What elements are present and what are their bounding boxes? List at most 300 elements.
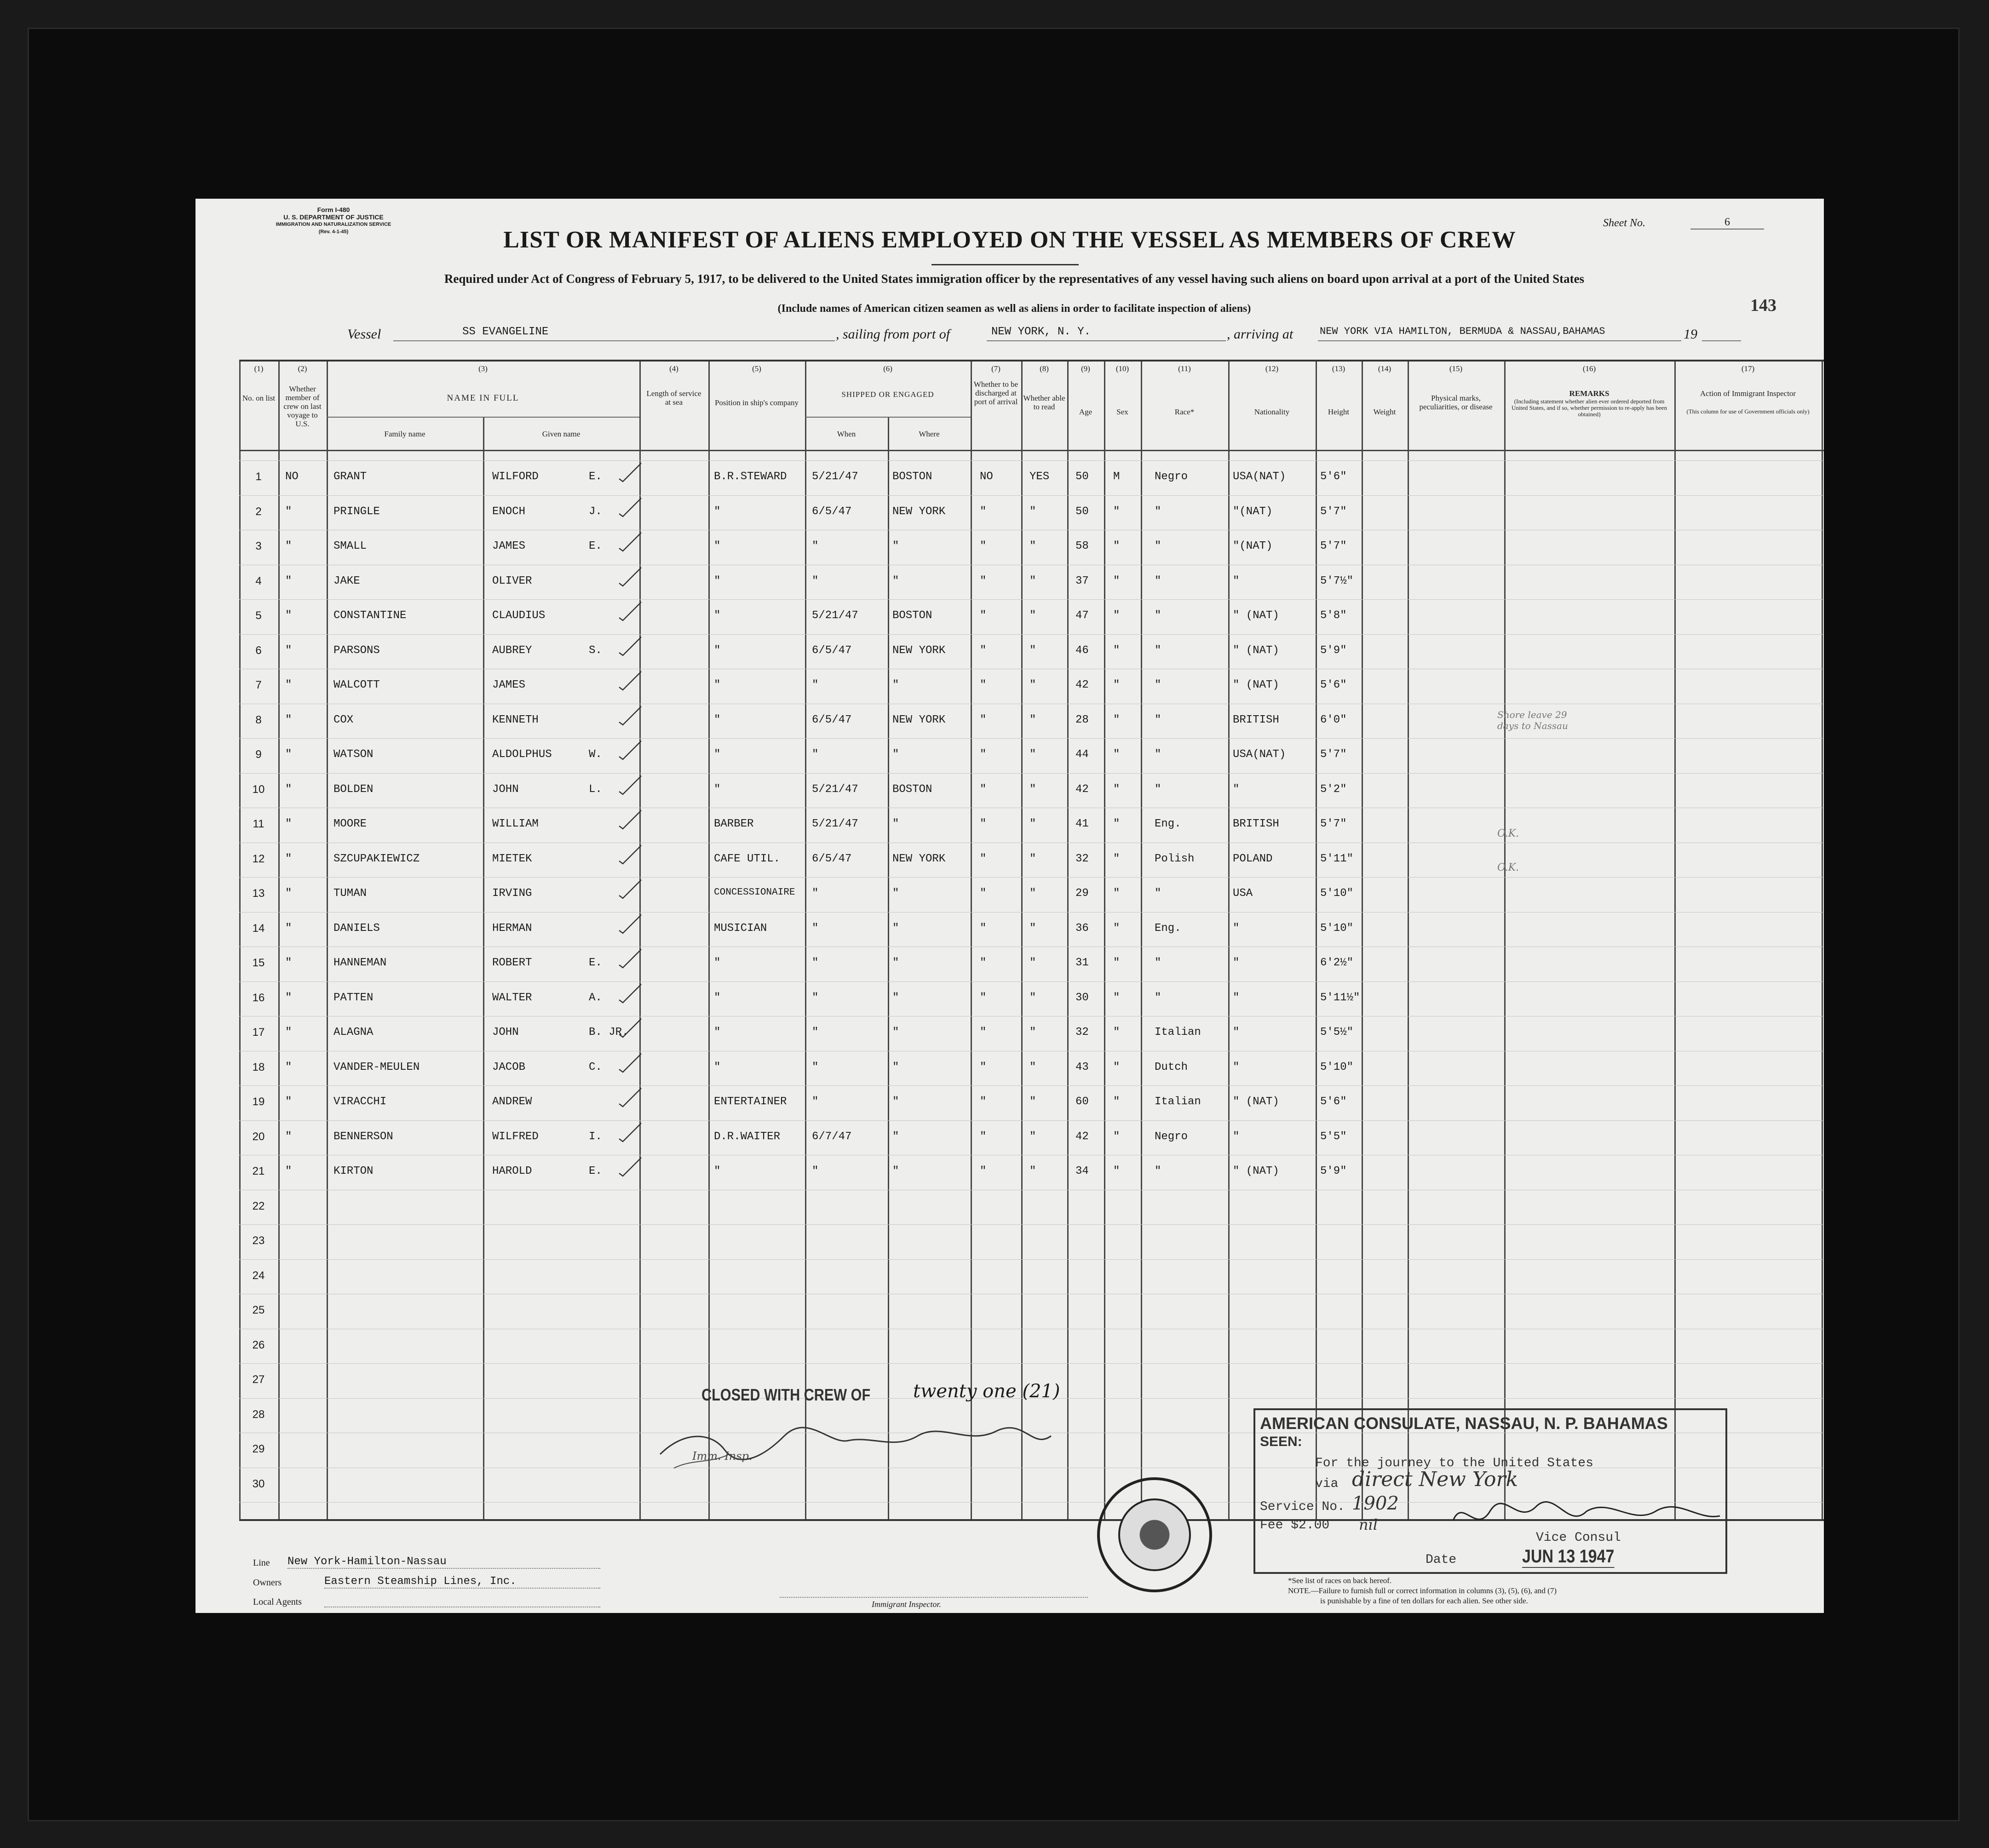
able-to-read: YES [1029,471,1050,483]
owners-value: Eastern Steamship Lines, Inc. [324,1575,600,1589]
note-fine-cont: is punishable by a fine of ten dollars for each alien. See other side. [1320,1596,1528,1605]
age: 42 [1075,783,1089,796]
consulate-date: JUN 13 1947 [1522,1546,1614,1568]
ruled-line [239,460,1824,461]
able-to-read: " [1029,679,1036,691]
race: " [1155,748,1161,761]
row-number: 21 [252,1165,265,1177]
prev-voyage: " [285,1165,292,1177]
header-action-note: (This column for use of Government officials only) [1686,408,1810,415]
position: ENTERTAINER [714,1096,787,1108]
race: " [1155,505,1161,518]
prev-voyage: " [285,748,292,761]
discharged: " [980,922,987,935]
check-mark-icon [616,1156,644,1178]
discharged: " [980,887,987,900]
closed-count-handwritten: twenty one (21) [913,1381,1060,1402]
race: Eng. [1155,922,1181,935]
given-name: WILFRED [492,1130,539,1143]
inspector-signature [655,1418,1060,1473]
row-number: 27 [252,1373,265,1386]
col-num: (3) [478,364,488,373]
family-name: COX [333,713,354,726]
row-number: 26 [252,1338,265,1351]
race: " [1155,574,1161,587]
shipped-where: BOSTON [892,471,932,483]
consulate-name: AMERICAN CONSULATE, NASSAU, N. P. BAHAMAS [1260,1414,1668,1433]
age: 36 [1075,922,1089,935]
height: 5'10" [1320,922,1354,935]
shipped-when: " [812,957,819,969]
height: 5'11½" [1320,991,1360,1004]
row-number: 30 [252,1477,265,1490]
position: " [714,505,721,518]
shipped-when: " [812,1096,819,1108]
sailing-label: , sailing from port of [836,327,950,342]
ruled-line [239,981,1824,982]
header-height: Height [1328,407,1350,416]
check-mark-icon [616,496,644,518]
col-num: (1) [254,364,264,373]
sex: " [1113,1096,1120,1108]
row-number: 29 [252,1443,265,1455]
shipped-where: " [892,887,899,900]
height: 5'6" [1320,1096,1347,1108]
family-name: DANIELS [333,922,380,935]
position: CAFE UTIL. [714,852,781,865]
given-name: JACOB [492,1061,526,1073]
title-divider [931,264,1079,265]
family-name: SMALL [333,540,367,552]
race: " [1155,957,1161,969]
service-number: 1902 [1352,1493,1399,1514]
col-num: (8) [1040,364,1049,373]
ruled-line [239,912,1824,913]
shipped-when: " [812,1165,819,1177]
discharged: " [980,713,987,726]
given-name: JOHN [492,1026,519,1039]
sailing-from: NEW YORK, N. Y. [987,326,1226,341]
subtitle-note: (Include names of American citizen seamen as well as aliens in order to facilitate inspection of aliens) [777,303,1251,315]
able-to-read: " [1029,1026,1036,1039]
discharged: " [980,748,987,761]
age: 42 [1075,679,1089,691]
prev-voyage: " [285,574,292,587]
height: 5'9" [1320,644,1347,657]
department: U. S. DEPARTMENT OF JUSTICE [283,213,384,221]
age: 46 [1075,644,1089,657]
shipped-when: 6/7/47 [812,1130,852,1143]
sex: " [1113,852,1120,865]
prev-voyage: " [285,1130,292,1143]
family-name: CONSTANTINE [333,609,407,622]
col-num: (7) [991,364,1000,373]
check-mark-icon [616,461,644,483]
vice-consul-label: Vice Consul [1536,1531,1621,1545]
shipped-when: " [812,574,819,587]
nationality: " (NAT) [1233,609,1279,622]
initial: E. [589,471,602,483]
crew-table [239,360,1824,1521]
shipped-when: " [812,1026,819,1039]
able-to-read: " [1029,852,1036,865]
ruled-line [239,773,1824,774]
discharged: " [980,957,987,969]
race: Italian [1155,1096,1201,1108]
age: 28 [1075,713,1089,726]
initial: S. [589,644,602,657]
nationality: " [1233,991,1240,1004]
discharged: " [980,852,987,865]
shipped-where: " [892,922,899,935]
height: 5'5" [1320,1130,1347,1143]
check-mark-icon [616,635,644,657]
ruled-line [239,1120,1824,1121]
col-num: (12) [1265,364,1279,373]
able-to-read: " [1029,957,1036,969]
nationality: "(NAT) [1233,540,1273,552]
position: " [714,644,721,657]
service: IMMIGRATION AND NATURALIZATION SERVICE [276,222,391,227]
discharged: " [980,609,987,622]
col-num: (2) [298,364,307,373]
row-number: 10 [252,783,265,796]
prev-voyage: " [285,783,292,796]
header-read: Whether able to read [1023,394,1065,411]
check-mark-icon [616,809,644,831]
family-name: SZCUPAKIEWICZ [333,852,420,865]
prev-voyage: " [285,1061,292,1073]
shipped-where: " [892,1026,899,1039]
ruled-line [239,1259,1824,1260]
check-mark-icon [616,1121,644,1143]
sex: " [1113,1130,1120,1143]
race: " [1155,540,1161,552]
note-fine: NOTE.—Failure to furnish full or correct information in columns (3), (5), (6), and (7) [1288,1586,1557,1595]
sheet-number: 6 [1690,216,1764,230]
row-number: 6 [255,644,262,657]
sex: " [1113,783,1120,796]
nationality: USA(NAT) [1233,748,1286,761]
shipped-when: 5/21/47 [812,471,858,483]
initial: J. [589,505,602,518]
arriving-label: , arriving at [1227,327,1293,342]
family-name: HANNEMAN [333,957,387,969]
race: " [1155,887,1161,900]
shipped-where: NEW YORK [892,644,946,657]
prev-voyage: " [285,991,292,1004]
initial: E. [589,540,602,552]
nationality: " [1233,1026,1240,1039]
initial: I. [589,1130,602,1143]
consulate-seen: SEEN: [1260,1434,1302,1449]
nationality: "(NAT) [1233,505,1273,518]
sex: " [1113,991,1120,1004]
age: 58 [1075,540,1089,552]
nationality: BRITISH [1233,818,1279,830]
race: Polish [1155,852,1195,865]
row-number: 19 [252,1096,265,1108]
height: 5'11" [1320,852,1354,865]
local-agents-label: Local Agents [253,1597,302,1607]
shipped-when: " [812,748,819,761]
position: D.R.WAITER [714,1130,781,1143]
sex: " [1113,748,1120,761]
family-name: BENNERSON [333,1130,393,1143]
race: " [1155,609,1161,622]
discharged: NO [980,471,993,483]
nationality: " [1233,1061,1240,1073]
race: Eng. [1155,818,1181,830]
row-number: 9 [255,748,262,761]
family-name: BOLDEN [333,783,374,796]
shipped-when: 6/5/47 [812,713,852,726]
height: 5'8" [1320,609,1347,622]
position: " [714,1026,721,1039]
discharged: " [980,991,987,1004]
height: 5'9" [1320,1165,1347,1177]
row-number: 24 [252,1269,265,1282]
header-prev-voyage: Whether member of crew on last voyage to U.S. [283,385,322,428]
check-mark-icon [616,566,644,588]
height: 6'0" [1320,713,1347,726]
height: 5'7" [1320,818,1347,830]
height: 5'10" [1320,1061,1354,1073]
able-to-read: " [1029,818,1036,830]
family-name: PATTEN [333,991,374,1004]
ruled-line [239,1224,1824,1225]
family-name: GRANT [333,471,367,483]
check-mark-icon [616,878,644,900]
shipped-where: BOSTON [892,783,932,796]
row-number: 4 [255,574,262,587]
row-number: 1 [255,471,262,483]
remark-row-11: O.K. [1497,828,1519,839]
initial: L. [589,783,602,796]
able-to-read: " [1029,574,1036,587]
row-number: 12 [252,852,265,865]
row-number: 17 [252,1026,265,1039]
age: 32 [1075,1026,1089,1039]
header-shipped: SHIPPED OR ENGAGED [841,390,934,399]
able-to-read: " [1029,505,1036,518]
header-name: NAME IN FULL [447,393,519,403]
given-name: HAROLD [492,1165,532,1177]
family-name: PRINGLE [333,505,380,518]
family-name: WALCOTT [333,679,380,691]
family-name: ALAGNA [333,1026,374,1039]
check-mark-icon [616,1017,644,1039]
age: 42 [1075,1130,1089,1143]
able-to-read: " [1029,540,1036,552]
col-num: (15) [1449,364,1463,373]
nationality: " [1233,1130,1240,1143]
col-num: (13) [1332,364,1345,373]
age: 60 [1075,1096,1089,1108]
shipped-when: 5/21/47 [812,609,858,622]
ruled-line [239,634,1824,635]
discharged: " [980,1165,987,1177]
header-discharged: Whether to be discharged at port of arrival [973,380,1018,406]
discharged: " [980,574,987,587]
position: " [714,991,721,1004]
nationality: " (NAT) [1233,679,1279,691]
given-name: JOHN [492,783,519,796]
initial: W. [589,748,602,761]
header-when: When [837,430,856,438]
nationality: BRITISH [1233,713,1279,726]
race: Negro [1155,471,1188,483]
header-length-service: Length of service at sea [646,389,701,407]
prev-voyage: " [285,1026,292,1039]
row-number: 15 [252,957,265,969]
able-to-read: " [1029,922,1036,935]
year-label: 19 [1684,327,1697,342]
able-to-read: " [1029,1130,1036,1143]
shipped-where: " [892,574,899,587]
header-physical-marks: Physical marks, peculiarities, or disease [1419,394,1493,411]
inspector-signature-line [780,1597,1088,1598]
race: " [1155,713,1161,726]
race: " [1155,1165,1161,1177]
ruled-line [239,599,1824,600]
date-label: Date [1426,1553,1457,1567]
position: B.R.STEWARD [714,471,787,483]
able-to-read: " [1029,748,1036,761]
age: 32 [1075,852,1089,865]
shipped-where: " [892,818,899,830]
given-name: WILLIAM [492,818,539,830]
row-number: 25 [252,1304,265,1316]
race: " [1155,783,1161,796]
col-num: (4) [669,364,678,373]
inspector-title-handwritten: Imm. Insp. [692,1450,753,1463]
sex: " [1113,679,1120,691]
height: 6'2½" [1320,957,1354,969]
col-num: (11) [1178,364,1191,373]
age: 37 [1075,574,1089,587]
nationality: " [1233,574,1240,587]
given-name: ANDREW [492,1096,532,1108]
sex: " [1113,644,1120,657]
col-num: (16) [1582,364,1596,373]
age: 44 [1075,748,1089,761]
age: 41 [1075,818,1089,830]
nationality: " (NAT) [1233,644,1279,657]
initial: A. [589,991,602,1004]
family-name: PARSONS [333,644,380,657]
discharged: " [980,540,987,552]
race: Dutch [1155,1061,1188,1073]
nationality: USA [1233,887,1253,900]
nationality: USA(NAT) [1233,471,1286,483]
prev-voyage: " [285,887,292,900]
check-mark-icon [616,774,644,796]
position: " [714,748,721,761]
shipped-when: 6/5/47 [812,852,852,865]
sex: " [1113,1026,1120,1039]
nationality: " [1233,922,1240,935]
prev-voyage: " [285,957,292,969]
check-mark-icon [616,600,644,622]
shipped-where: NEW YORK [892,505,946,518]
position: " [714,713,721,726]
discharged: " [980,1130,987,1143]
nationality: " (NAT) [1233,1096,1279,1108]
discharged: " [980,644,987,657]
able-to-read: " [1029,1096,1036,1108]
given-name: JAMES [492,540,526,552]
prev-voyage: " [285,922,292,935]
given-name: WILFORD [492,471,539,483]
shipped-when: 6/5/47 [812,644,852,657]
manifest-page [195,199,1824,1613]
check-mark-icon [616,982,644,1004]
year-field [1702,326,1741,341]
vessel-label: Vessel [347,327,381,342]
given-name: ALDOLPHUS [492,748,552,761]
given-name: OLIVER [492,574,532,587]
able-to-read: " [1029,1061,1036,1073]
prev-voyage: " [285,609,292,622]
given-name: ROBERT [492,957,532,969]
sex: M [1113,471,1120,483]
shipped-where: " [892,1096,899,1108]
shipped-where: NEW YORK [892,713,946,726]
family-name: WATSON [333,748,374,761]
header-sex: Sex [1116,407,1128,416]
shipped-where: NEW YORK [892,852,946,865]
header-remarks: REMARKS [1569,389,1610,398]
family-name: KIRTON [333,1165,374,1177]
row-number: 5 [255,609,262,622]
check-mark-icon [616,531,644,553]
nationality: " [1233,957,1240,969]
ruled-line [239,1085,1824,1086]
given-name: IRVING [492,887,532,900]
given-name: JAMES [492,679,526,691]
sex: " [1113,1165,1120,1177]
discharged: " [980,1061,987,1073]
height: 5'7" [1320,505,1347,518]
arriving-at: NEW YORK VIA HAMILTON, BERMUDA & NASSAU,BAHAMAS [1318,326,1681,341]
able-to-read: " [1029,1165,1036,1177]
height: 5'2" [1320,783,1347,796]
header-given-name: Given name [542,430,581,438]
age: 50 [1075,471,1089,483]
discharged: " [980,505,987,518]
height: 5'5½" [1320,1026,1354,1039]
row-number: 2 [255,505,262,518]
sex: " [1113,505,1120,518]
stamped-number: 143 [1750,296,1776,315]
sex: " [1113,713,1120,726]
position: BARBER [714,818,754,830]
row-number: 23 [252,1234,265,1247]
row-number: 8 [255,713,262,726]
position: " [714,1165,721,1177]
initial: E. [589,957,602,969]
fee-label: Fee $2.00 [1260,1518,1330,1532]
shipped-where: " [892,1130,899,1143]
col-num: (5) [752,364,761,373]
position: " [714,679,721,691]
fee-handwritten: nil [1359,1516,1378,1533]
nationality: " (NAT) [1233,1165,1279,1177]
check-mark-icon [616,1086,644,1108]
able-to-read: " [1029,887,1036,900]
header-no: No. on list [242,394,276,402]
